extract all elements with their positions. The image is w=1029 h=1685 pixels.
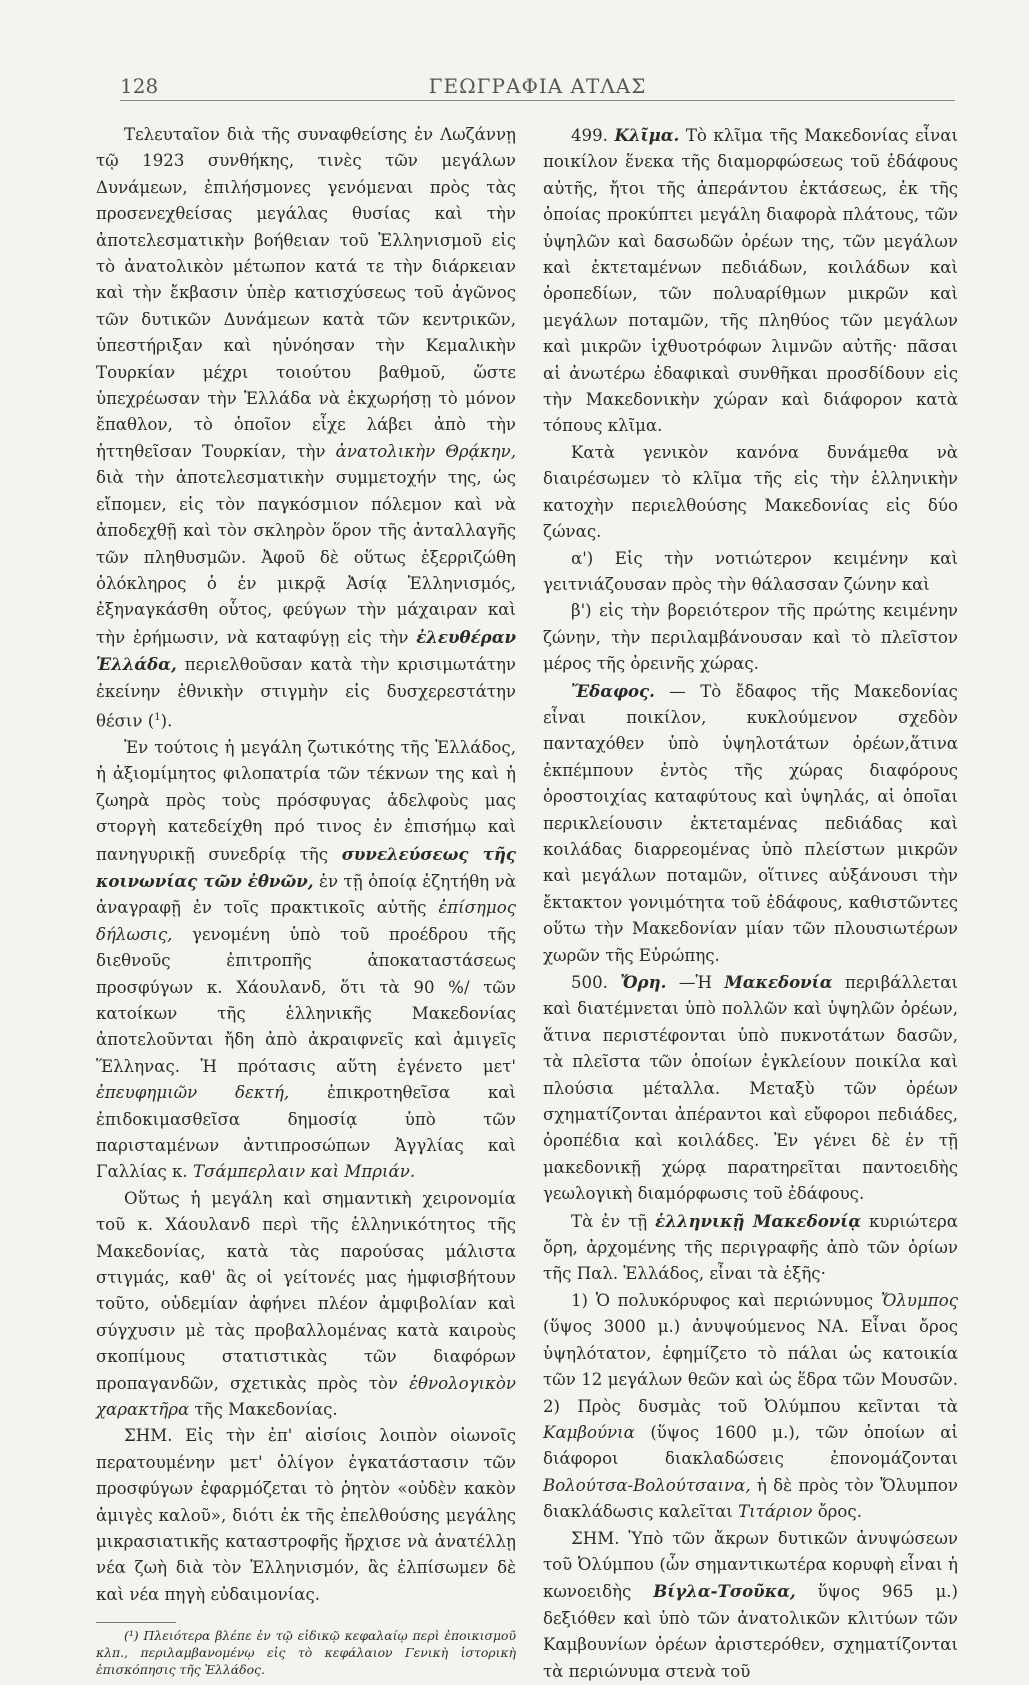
text: Τὰ ἐν τῇ: [571, 1211, 648, 1231]
paragraph-soil: [543, 678, 958, 969]
bold-text: Βίγλα-Τσοῦκα,: [653, 1581, 796, 1602]
italic-text: Ὄλυμπος: [880, 1290, 958, 1310]
right-column: [543, 122, 958, 1685]
text: (ὕψος 3000 μ.) ἀνυψούμενος ΝΑ. Εἶναι ὄρος ὑψηλότατον, ἐφημίζετο τὸ πάλαι ὡς κατοικία τῶν 12 μεγάλων θεῶν καὶ ὡς ἕδρα τῶν Μουσῶν. 2) Πρὸς δυσμὰς τοῦ Ὀλύμπου κεῖνται τὰ: [543, 1317, 958, 1416]
italic-text: Τιτάριον: [738, 1502, 813, 1522]
italic-text: ἐπίσημος δήλωσις,: [96, 898, 516, 944]
text: Τὸ κλῖμα τῆς Μακεδονίας εἶναι ποικίλον ἕνεκα τῆς διαμορφώσεως τοῦ ἐδάφους αὐτῆς, ἤτοι τῆς ἀπεράντου ἐκτάσεως, ἐκ τῆς ὁποίας προκύπτει μεγάλη διαφορὰ πλάτους, τῶν ὑψηλῶν καὶ δασωδῶν ὀρέων της, τῶν μεγάλων καὶ ἐκτεταμένων πεδιάδων, κοιλάδων καὶ ὀροπεδίων, τῶν πολυαρίθμων μικρῶν καὶ μεγάλων ποταμῶν, τῆς πληθύος τῶν μεγάλων καὶ μικρῶν ἰχθυοτρόφων λιμνῶν αὐτῆς· πᾶσαι αἱ ἀνωτέρω ἐδαφικαὶ συνθῆκαι προσδίδουν εἰς τὴν Μακεδονικὴν χώραν καὶ διάφορον κατὰ τόπους κλῖμα.: [543, 126, 958, 436]
text: γενομένη ὑπὸ τοῦ προέδρου τῆς διεθνοῦς ἐπιτροπῆς ἀποκαταστάσεως προσφύγων κ. Χάουλανδ, ὅτι τὰ 90 %/ τῶν κατοίκων τῆς ἑλληνικῆς Μακεδονίας ἀποτελοῦνται ἤδη ἀπὸ ἀκραιφνεῖς καὶ ἀμιγεῖς Ἕλληνας. Ἡ πρότασις αὕτη ἐγένετο μετ': [96, 924, 516, 1076]
text: —Ἡ: [678, 973, 712, 992]
paragraph-lausanne: [96, 122, 516, 735]
bold-text: ἐλευθέραν Ἑλλάδα,: [96, 626, 517, 675]
text: — Τὸ ἔδαφος τῆς Μακεδονίας εἶναι ποικίλον, κυκλούμενον σχεδὸν πανταχόθεν ὑπὸ ὑψηλοτάτων ὀρέων,ἅτινα ἐκπέμπουν ἐντὸς τῆς χώρας διαφόρους ὀροστοιχίας καταφύτους καὶ ὑψηλάς, αἱ ὁποῖαι περικλείουσιν ἐκτεταμένας πεδιάδας καὶ κοιλάδας διαρρεομένας ὑπὸ πλείστων μικρῶν καὶ μεγάλων ποταμῶν, οἵτινες αὐξάνουσι τὴν ἔκτακτον γονιμότητα τοῦ ἐδάφους, καθιστῶντες οὕτω τὴν Μακεδονίαν μίαν τῶν πλουσιωτέρων χωρῶν τῆς Εὐρώπης.: [543, 681, 958, 965]
paragraph-main-mountains: [543, 1208, 958, 1288]
text: περιελθοῦσαν κατὰ τὴν κρισιμωτάτην ἐκείνην ἐθνικὴν στιγμὴν εἰς δυσχερεστάτην θέσιν (: [96, 655, 516, 731]
section-number: 499.: [571, 126, 608, 145]
text: ἐπικροτηθεῖσα καὶ ἐπιδοκιμασθεῖσα δημοσίᾳ ὑπὸ τῶν παρισταμένων ἀντιπροσώπων Ἀγγλίας καὶ Γαλλίας κ.: [96, 1083, 516, 1182]
text: Οὕτως ἡ μεγάλη καὶ σημαντικὴ χειρονομία τοῦ κ. Χάουλανδ περὶ τῆς ἑλληνικότητος τῆς Μακεδονίας, κατὰ τὰς παρούσας μάλιστα στιγμάς, καθ' ἃς οἱ γείτονές μας ἠμφισβήτουν τοῦτο, οὐδεμίαν ἀφήνει πλέον ἀμφιβολίαν καὶ σύγχυσιν μὲ τὰς προβαλλομένας κατὰ καιροὺς σκοπίμους στατιστικὰς τῶν διαφόρων προπαγανδῶν, σχετικὰς πρὸς τὸν: [96, 1188, 516, 1393]
section-number: 500.: [571, 973, 608, 992]
italic-text: ἐθνολογικὸν χαρακτῆρα: [96, 1373, 517, 1420]
text: ἡ δὲ πρὸς τὸν Ὄλυμπον διακλάδωσις καλεῖται: [543, 1475, 958, 1522]
text: ὄρος.: [817, 1502, 862, 1522]
italic-text: ἐπευφημιῶν δεκτή,: [96, 1083, 290, 1103]
text: περιβάλλεται καὶ διατέμνεται ὑπὸ πολλῶν καὶ ὑψηλῶν ὀρέων, ἅτινα περιστέφονται ὑπὸ πυκνοτάτων δασῶν, τὰ πλεῖστα τῶν ὁποίων ἐγκλείουν ποικίλα καὶ πλούσια μέταλλα. Μεταξὺ τῶν ὀρέων σχηματίζονται ἀπέραντοι καὶ εὔφοροι πεδιάδες, ὀροπέδια καὶ κοιλάδες. Ἐν γένει δὲ ἐν τῇ μακεδονικῇ χώρᾳ παρατηρεῖται παντοειδὴς γεωλογικὴ διαμόρφωσις τοῦ ἐδάφους.: [543, 973, 959, 1204]
bold-text: συνελεύσεως τῆς κοινωνίας τῶν ἐθνῶν,: [96, 843, 516, 891]
text: κυριώτερα ὄρη, ἀρχομένης τῆς περιγραφῆς ἀπὸ τῶν ὁρίων τῆς Παλ. Ἑλλάδος, εἶναι τὰ ἑξῆς·: [543, 1211, 958, 1284]
text: Ἐν τούτοις ἡ μεγάλη ζωτικότης τῆς Ἑλλάδος, ἡ ἀξιομίμητος φιλοπατρία τῶν τέκνων της καὶ ἡ ζωηρὰ πρὸς τοὺς πρόσφυγας ἀδελφοὺς μας στοργὴ κατεδείχθη πρό τινος ἐν ἐπισήμῳ καὶ πανηγυρικῇ συνεδρίᾳ τῆς: [96, 737, 516, 864]
text: ΣΗΜ. Ὑπὸ τῶν ἄκρων δυτικῶν ἀνυψώσεων τοῦ Ὀλύμπου (ὧν σημαντικωτέρα κορυφὴ εἶναι ἡ κωνοειδὴς: [543, 1528, 958, 1602]
section-heading: Ἔδαφος.: [571, 680, 655, 701]
paragraph-zone-b: β') εἰς τὴν βορειότερον τῆς πρώτης κειμένην ζώνην, τὴν περιλαμβάνουσαν καὶ τὸ πλεῖστον μέρος τῆς ὀρεινῆς χώρας.: [543, 601, 958, 674]
bold-text: Μακεδονία: [724, 972, 833, 992]
italic-text: Βολούτσα-Βολούτσαινα,: [543, 1475, 751, 1495]
text: ἐν τῇ ὁποίᾳ ἐζητήθη νὰ ἀναγραφῇ ἐν τοῖς πρακτικοῖς αὐτῆς: [96, 871, 516, 918]
section-499-climate: [543, 122, 958, 440]
footnote-divider: [96, 1622, 176, 1623]
footnote: (¹) Πλειότερα βλέπε ἐν τῷ εἰδικῷ κεφαλαίῳ περὶ ἐποικισμοῦ κλπ., περιλαμβανομένῳ εἰς τὸ κεφάλαιον Γενικὴ ἱστορικὴ ἐπισκόπησις τῆς Ἑλλάδος.: [96, 1628, 516, 1678]
paragraph-olympus: [543, 1288, 958, 1526]
section-heading: Ὄρη.: [620, 972, 667, 992]
text: τῆς Μακεδονίας.: [194, 1400, 338, 1420]
paragraph-league: [96, 735, 516, 1186]
text: ὕψος 965 μ.) δεξιόθεν καὶ ὑπὸ τῶν ἀνατολικῶν κλιτύων τῶν Καμβουνίων ὀρέων ἀριστερόθεν, σχηματίζονται τὰ περιώνυμα στενὰ τοῦ: [543, 1582, 959, 1681]
text: (ὕψος 1600 μ.), τῶν ὁποίων αἱ διάφοροι διακλαδώσεις ἐπονομάζονται: [543, 1422, 958, 1469]
footnote-ref: 1: [154, 711, 161, 723]
paragraph-note-olympus: [543, 1526, 958, 1685]
paragraph-note: ΣΗΜ. Εἰς τὴν ἐπ' αἰσίοις λοιπὸν οἰωνοῖς περατουμένην μετ' ὀλίγον ἐγκατάστασιν τῶν προσφύγων ἐφαρμόζεται τὸ ῥητὸν «οὐδὲν κακὸν ἀμιγὲς καλοῦ», διότι ἐκ τῆς ἐπελθούσης μεγάλης μικρασιατικῆς καταστροφῆς ἤρχισε νὰ ἀνατέλλῃ νέα ζωὴ διὰ τὸν Ἑλληνισμόν, ἃς ἐλπίσωμεν δὲ καὶ νέα πηγὴ εὐδαιμονίας.: [96, 1426, 516, 1604]
running-title: ΓΕΩΓΡΑΦΙΑ ΑΤΛΑΣ: [428, 74, 647, 98]
section-500-mountains: [543, 969, 958, 1208]
text: ).: [160, 711, 173, 731]
bold-text: ἑλληνικῇ Μακεδονίᾳ: [655, 1210, 862, 1231]
paragraph-howland: [96, 1186, 516, 1424]
italic-text: Τσάμπερλαιν καὶ Μπριάν.: [192, 1162, 416, 1182]
left-column: [96, 122, 516, 1678]
text: 1) Ὁ πολυκόρυφος καὶ περιώνυμος: [571, 1290, 874, 1310]
text: διὰ τὴν ἀποτελεσματικὴν συμμετοχήν της, ὡς εἴπομεν, εἰς τὸν παγκόσμιον πόλεμον καὶ νὰ ἀποδεχθῇ καὶ τὸν σκληρὸν ὅρον τῆς ἀνταλλαγῆς τῶν πληθυσμῶν. Ἀφοῦ δὲ οὕτως ἐξερριζώθη ὁλόκληρος ὁ ἐν μικρᾷ Ἀσίᾳ Ἑλληνισμός, ἐξηναγκάσθη οὗτος, φεύγων τὴν μάχαιραν καὶ τὴν ἐρήμωσιν, νὰ καταφύγῃ εἰς τὴν: [96, 468, 516, 647]
italic-text: ἀνατολικὴν Θρᾴκην,: [335, 441, 516, 461]
paragraph-zone-a: α') Εἰς τὴν νοτιώτερον κειμένην καὶ γειτνιάζουσαν πρὸς τὴν θάλασσαν ζώνην καὶ: [543, 548, 958, 594]
section-heading: Κλῖμα.: [614, 125, 680, 145]
text: Τελευταῖον διὰ τῆς συναφθείσης ἐν Λωζάννῃ τῷ 1923 συνθήκης, τινὲς τῶν μεγάλων Δυνάμεων, ἐπιλήσμονες γενόμεναι πρὸς τὰς προσενεχθείσας μεγάλας θυσίας καὶ τὴν ἀποτελεσματικὴν βοήθειαν τοῦ Ἑλληνισμοῦ εἰς τὸ ἀνατολικὸν μέτωπον κατά τε τὴν διάρκειαν καὶ τὴν ἔκβασιν ὑπὲρ κατισχύσεως τοῦ ἀγῶνος τῶν δυτικῶν Δυνάμεων κατὰ τῶν κεντρικῶν, ὑπεστήριξαν καὶ ηὐνόησαν τὴν Κεμαλικὴν Τουρκίαν μέχρι τοιούτου βαθμοῦ, ὥστε ὑπεχρέωσαν τὴν Ἑλλάδα νὰ ἐκχωρήσῃ τὸ μόνον ἔπαθλον, τὸ ὁποῖον εἶχε λάβει ἀπὸ τὴν ἡττηθεῖσαν Τουρκίαν, τὴν: [96, 125, 516, 461]
page-header: [120, 72, 955, 101]
italic-text: Καμβούνια: [543, 1422, 635, 1442]
page-number: 128: [120, 74, 159, 98]
paragraph-zones: Κατὰ γενικὸν κανόνα δυνάμεθα νὰ διαιρέσωμεν τὸ κλῖμα τῆς εἰς τὴν ἑλληνικὴν κατοχὴν περιελθούσης Μακεδονίας εἰς δύο ζώνας.: [543, 442, 958, 542]
